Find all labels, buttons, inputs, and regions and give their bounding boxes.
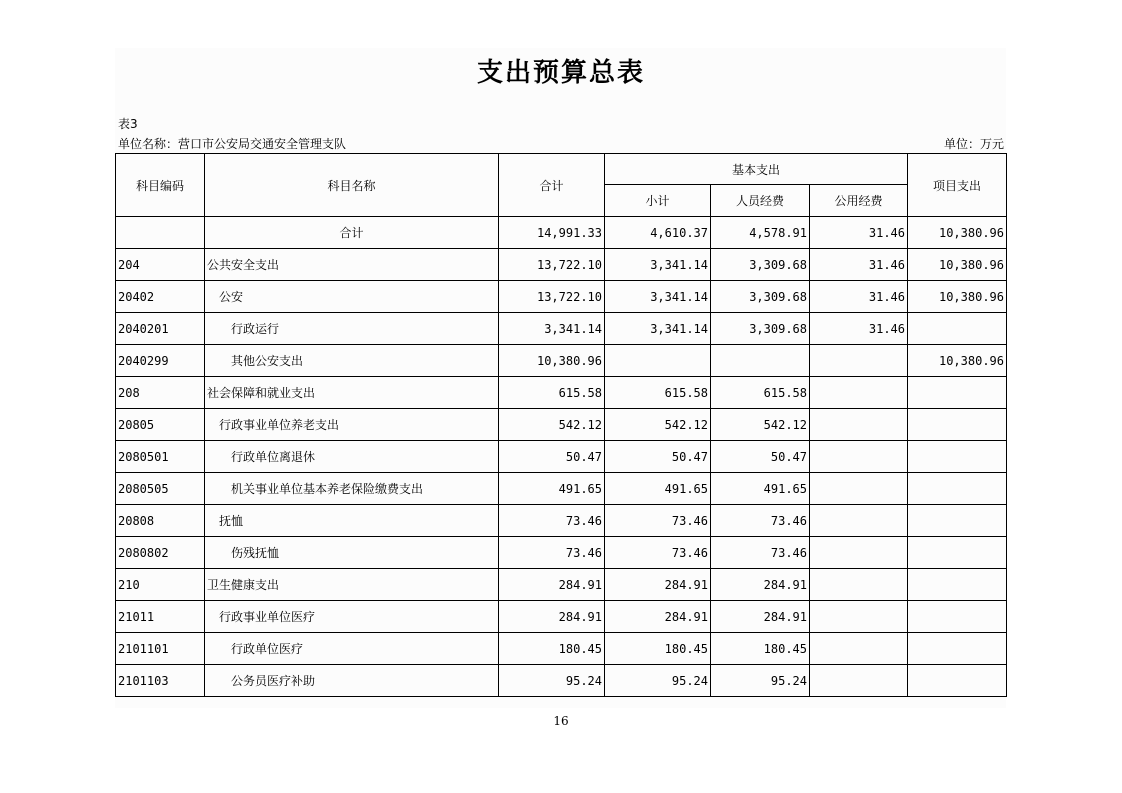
table-row [116, 569, 1007, 601]
cell-personnel: 95.24 [711, 665, 810, 697]
page-number: 16 [553, 714, 569, 728]
table-row [116, 441, 1007, 473]
cell-project [908, 377, 1007, 409]
cell-code: 21011 [116, 601, 205, 633]
cell-name: 合计 [205, 217, 499, 249]
table-row [116, 345, 1007, 377]
cell-code: 2101101 [116, 633, 205, 665]
cell-public [810, 409, 908, 441]
table-row [116, 665, 1007, 697]
cell-public: 31.46 [810, 217, 908, 249]
cell-code: 20402 [116, 281, 205, 313]
cell-project [908, 569, 1007, 601]
cell-project [908, 409, 1007, 441]
header-name: 科目名称 [205, 154, 499, 217]
cell-public [810, 473, 908, 505]
cell-name: 抚恤 [205, 505, 499, 537]
cell-public [810, 633, 908, 665]
table-row [116, 505, 1007, 537]
cell-subtotal: 73.46 [605, 537, 711, 569]
cell-subtotal: 73.46 [605, 505, 711, 537]
cell-name: 社会保障和就业支出 [205, 377, 499, 409]
table-row [116, 409, 1007, 441]
unit-name: 单位名称：营口市公安局交通安全管理支队 [118, 137, 347, 151]
cell-personnel: 615.58 [711, 377, 810, 409]
cell-project [908, 313, 1007, 345]
cell-code: 20805 [116, 409, 205, 441]
cell-subtotal: 3,341.14 [605, 313, 711, 345]
cell-subtotal: 284.91 [605, 601, 711, 633]
cell-public [810, 569, 908, 601]
cell-public: 31.46 [810, 281, 908, 313]
header-personnel: 人员经费 [711, 185, 810, 217]
cell-code: 2101103 [116, 665, 205, 697]
cell-total: 284.91 [499, 569, 605, 601]
cell-project [908, 665, 1007, 697]
cell-code: 20808 [116, 505, 205, 537]
cell-total: 3,341.14 [499, 313, 605, 345]
cell-total: 95.24 [499, 665, 605, 697]
cell-project [908, 601, 1007, 633]
cell-project [908, 633, 1007, 665]
cell-subtotal: 491.65 [605, 473, 711, 505]
cell-public [810, 537, 908, 569]
page-title: 支出预算总表 [476, 58, 645, 88]
cell-code: 2080802 [116, 537, 205, 569]
cell-subtotal: 95.24 [605, 665, 711, 697]
cell-code: 2080501 [116, 441, 205, 473]
header-project: 项目支出 [908, 154, 1007, 217]
cell-total: 180.45 [499, 633, 605, 665]
cell-personnel: 542.12 [711, 409, 810, 441]
cell-total: 615.58 [499, 377, 605, 409]
cell-total: 13,722.10 [499, 281, 605, 313]
cell-code: 2080505 [116, 473, 205, 505]
cell-public: 31.46 [810, 249, 908, 281]
cell-personnel: 284.91 [711, 601, 810, 633]
cell-total: 284.91 [499, 601, 605, 633]
cell-name: 卫生健康支出 [205, 569, 499, 601]
header-public: 公用经费 [810, 185, 908, 217]
cell-personnel: 284.91 [711, 569, 810, 601]
table-row [116, 313, 1007, 345]
cell-total: 10,380.96 [499, 345, 605, 377]
cell-project [908, 505, 1007, 537]
cell-name: 行政单位医疗 [205, 633, 499, 665]
cell-name: 行政事业单位医疗 [205, 601, 499, 633]
cell-personnel: 3,309.68 [711, 249, 810, 281]
cell-public [810, 601, 908, 633]
cell-public [810, 441, 908, 473]
cell-total: 13,722.10 [499, 249, 605, 281]
cell-project: 10,380.96 [908, 249, 1007, 281]
cell-personnel: 3,309.68 [711, 313, 810, 345]
cell-personnel [711, 345, 810, 377]
cell-project [908, 537, 1007, 569]
cell-code: 204 [116, 249, 205, 281]
cell-personnel: 50.47 [711, 441, 810, 473]
cell-code: 210 [116, 569, 205, 601]
cell-personnel: 3,309.68 [711, 281, 810, 313]
header-total: 合计 [499, 154, 605, 217]
cell-name: 行政运行 [205, 313, 499, 345]
header-subtotal: 小计 [605, 185, 711, 217]
budget-table [115, 153, 1007, 697]
cell-subtotal [605, 345, 711, 377]
cell-personnel: 4,578.91 [711, 217, 810, 249]
table-number: 表3 [118, 117, 138, 131]
cell-code: 208 [116, 377, 205, 409]
cell-total: 73.46 [499, 537, 605, 569]
cell-total: 50.47 [499, 441, 605, 473]
cell-personnel: 73.46 [711, 505, 810, 537]
table-row [116, 633, 1007, 665]
cell-subtotal: 3,341.14 [605, 249, 711, 281]
cell-name: 公务员医疗补助 [205, 665, 499, 697]
cell-subtotal: 50.47 [605, 441, 711, 473]
header-basic: 基本支出 [605, 154, 908, 185]
table-row [116, 281, 1007, 313]
table-row [116, 601, 1007, 633]
cell-subtotal: 4,610.37 [605, 217, 711, 249]
cell-total: 491.65 [499, 473, 605, 505]
table-row [116, 377, 1007, 409]
cell-code: 2040201 [116, 313, 205, 345]
cell-name: 公共安全支出 [205, 249, 499, 281]
cell-public [810, 665, 908, 697]
cell-name: 行政单位离退休 [205, 441, 499, 473]
cell-personnel: 180.45 [711, 633, 810, 665]
cell-name: 其他公安支出 [205, 345, 499, 377]
cell-name: 伤残抚恤 [205, 537, 499, 569]
header-code: 科目编码 [116, 154, 205, 217]
cell-total: 14,991.33 [499, 217, 605, 249]
cell-subtotal: 3,341.14 [605, 281, 711, 313]
total-row [116, 217, 1007, 249]
cell-project: 10,380.96 [908, 281, 1007, 313]
cell-project [908, 441, 1007, 473]
cell-project: 10,380.96 [908, 217, 1007, 249]
cell-public [810, 345, 908, 377]
cell-subtotal: 542.12 [605, 409, 711, 441]
currency-unit: 单位：万元 [943, 137, 1004, 151]
table-row [116, 473, 1007, 505]
cell-name: 公安 [205, 281, 499, 313]
cell-public: 31.46 [810, 313, 908, 345]
cell-name: 机关事业单位基本养老保险缴费支出 [205, 473, 499, 505]
table-row [116, 537, 1007, 569]
cell-subtotal: 180.45 [605, 633, 711, 665]
cell-total: 73.46 [499, 505, 605, 537]
cell-name: 行政事业单位养老支出 [205, 409, 499, 441]
cell-public [810, 377, 908, 409]
table-row [116, 249, 1007, 281]
cell-personnel: 73.46 [711, 537, 810, 569]
cell-code: 2040299 [116, 345, 205, 377]
cell-total: 542.12 [499, 409, 605, 441]
cell-subtotal: 615.58 [605, 377, 711, 409]
cell-subtotal: 284.91 [605, 569, 711, 601]
cell-project: 10,380.96 [908, 345, 1007, 377]
cell-project [908, 473, 1007, 505]
cell-code [116, 217, 205, 249]
cell-personnel: 491.65 [711, 473, 810, 505]
cell-public [810, 505, 908, 537]
